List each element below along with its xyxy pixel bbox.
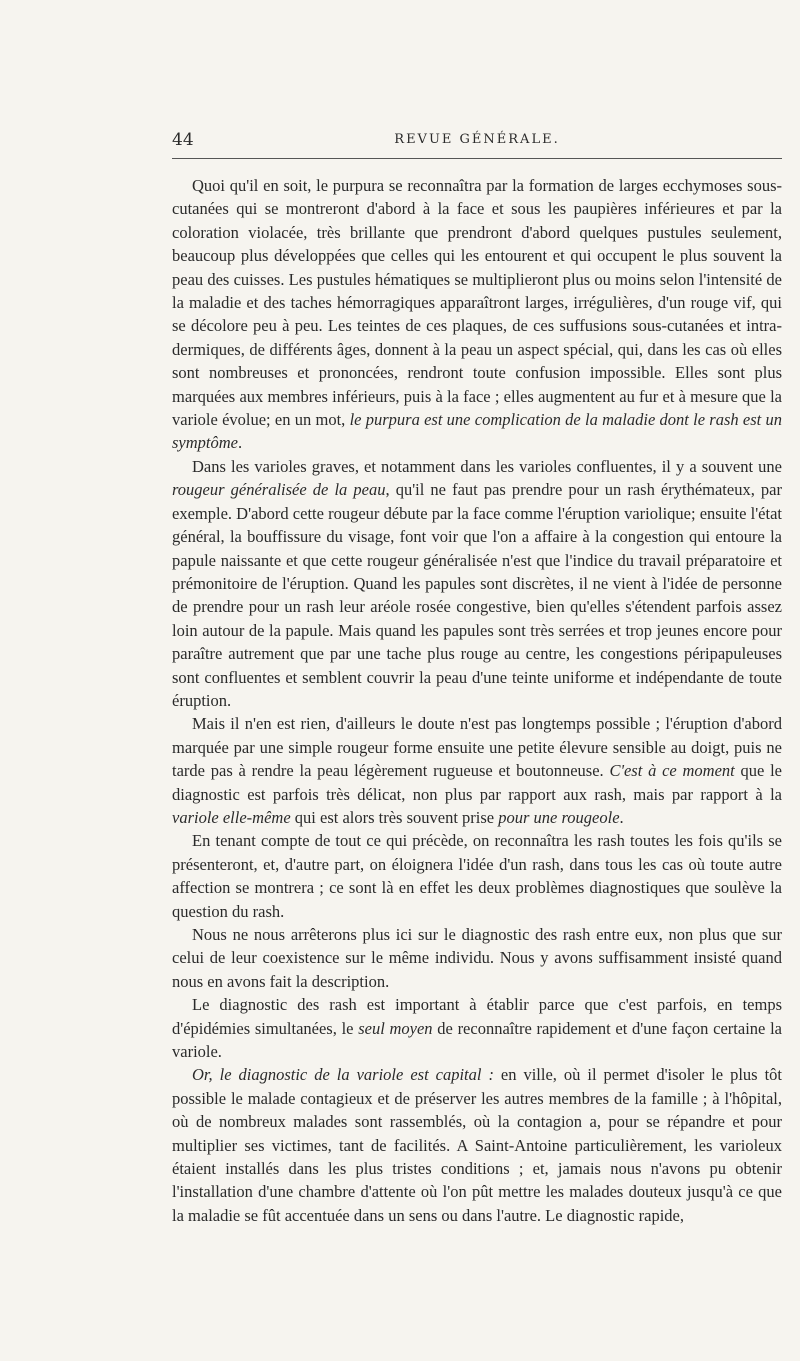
text-run: . [237, 433, 243, 453]
text-run: En tenant compte de tout ce qui précède, on reconnaîtra les rash toutes les fois qu'ils se présenteront, et, d'autre part, on éloignera l'idée d'un rash, dans tous les cas où toute autre affection se montrera ; ce sont là en effet les deux problèmes diagnostiques que soulève la question du rash. [172, 831, 782, 921]
italic-text: le purpura est une complication de la maladie dont le rash est un symptôme [172, 410, 782, 453]
page-number: 44 [172, 130, 194, 150]
italic-text: seul moyen [358, 1018, 433, 1038]
text-run: , qu'il ne faut pas prendre pour un rash érythémateux, par exemple. D'abord cette rougeur débute par la face comme l'éruption variolique; ensuite l'état général, la bouffissure du visage, font voir que l'on a affaire à la congestion qui entoure la papule naissante et que cette rougeur généralisée n'est que l'indice du travail préparatoire et prémonitoire de l'éruption. Quand les papules sont discrètes, il ne vient à l'idée de personne de prendre pour un rash leur aréole rosée congestive, bien qu'elles s'étendent parfois assez loin autour de la papule. Mais quand les papules sont très serrées et trop jeunes encore pour paraître autrement que par une tache plus rouge au centre, les congestions péripapuleuses sont confluentes et semblent couvrir la peau d'une teinte uniforme et indépendante de toute éruption. [172, 480, 782, 710]
italic-text: rougeur généralisée de la peau [172, 480, 386, 500]
body-text [172, 174, 782, 1227]
running-title: REVUE GÉNÉRALE. [394, 132, 560, 147]
paragraph [172, 829, 782, 923]
paragraph [172, 455, 782, 712]
text-run: Le diagnostic des rash est important à établir parce que c'est parfois, en temps d'épidémies simultanées, le [172, 995, 782, 1038]
text-run: en ville, où il permet d'isoler le plus tôt possible le malade contagieux et de préserver les autres membres de la famille ; à l'hôpital, où de nombreux malades sont rassemblés, où la contagion a, pour se répandre et pour multiplier ses victimes, tant de facilités. A Saint-Antoine particulièrement, les varioleux étaient installés dans les plus tristes conditions ; et, jamais nous n'avons pu obtenir l'installation d'une chambre d'attente où l'on pût mettre les malades douteux jusqu'à ce que la maladie se fût accentuée dans un sens ou dans l'autre. Le diagnostic rapide, [172, 1065, 782, 1225]
text-run: Quoi qu'il en soit, le purpura se reconnaîtra par la formation de larges ecchymoses sous-cutanées qui se montreront d'abord à la face et sous les paupières inférieures et par la coloration violacée, très brillante que prendront d'abord quelques pustules seulement, beaucoup plus développées que celles qui les entourent et qui occupent le plus souvent la peau des cuisses. Les pustules hématiques se multiplieront plus ou moins selon l'intensité de la maladie et des taches hémorragiques apparaîtront larges, irrégulières, d'un rouge vif, qui se décolore peu à peu. Les teintes de ces plaques, de ces suffusions sous-cutanées et intra-dermiques, de différents âges, donnent à la peau un aspect spécial, qui, dans les cas où elles sont nombreuses et prononcées, rendront toute confusion impossible. Elles sont plus marquées aux membres inférieurs, puis à la face ; elles augmentent au fur et à mesure que la variole évolue; en un mot, [172, 176, 782, 430]
text-run: Mais il n'en est rien, d'ailleurs le doute n'est pas longtemps possible ; l'éruption d'abord marquée par une simple rougeur forme ensuite une petite élevure sensible au doigt, puis ne tarde pas à rendre la peau légèrement rugueuse et boutonneuse. [172, 714, 782, 781]
header-rule [172, 158, 782, 159]
paragraph [172, 174, 782, 455]
text-run: Nous ne nous arrêterons plus ici sur le diagnostic des rash entre eux, non plus que sur celui de leur coexistence sur le même individu. Nous y avons suffisamment insisté quand nous en avons fait la description. [172, 925, 782, 991]
italic-text: Or, le diagnostic de la variole est capital : [192, 1065, 494, 1085]
paragraph [172, 712, 782, 829]
paragraph [172, 1063, 782, 1227]
text-run: de reconnaître rapidement et d'une façon certaine la variole. [172, 1018, 782, 1062]
paragraph [172, 923, 782, 993]
text-run: Dans les varioles graves, et notamment dans les varioles confluentes, il y a souvent une [192, 456, 782, 476]
italic-text: C'est à ce moment [609, 761, 735, 781]
italic-text: variole elle-même [172, 807, 291, 827]
text-run: que le diagnostic est parfois très délicat, non plus par rapport aux rash, mais par rapport à la [172, 761, 782, 804]
page-header [172, 130, 782, 154]
text-run: . [619, 807, 624, 827]
italic-text: pour une rougeole [498, 807, 620, 827]
text-run: qui est alors très souvent prise [290, 807, 499, 827]
paragraph [172, 993, 782, 1063]
